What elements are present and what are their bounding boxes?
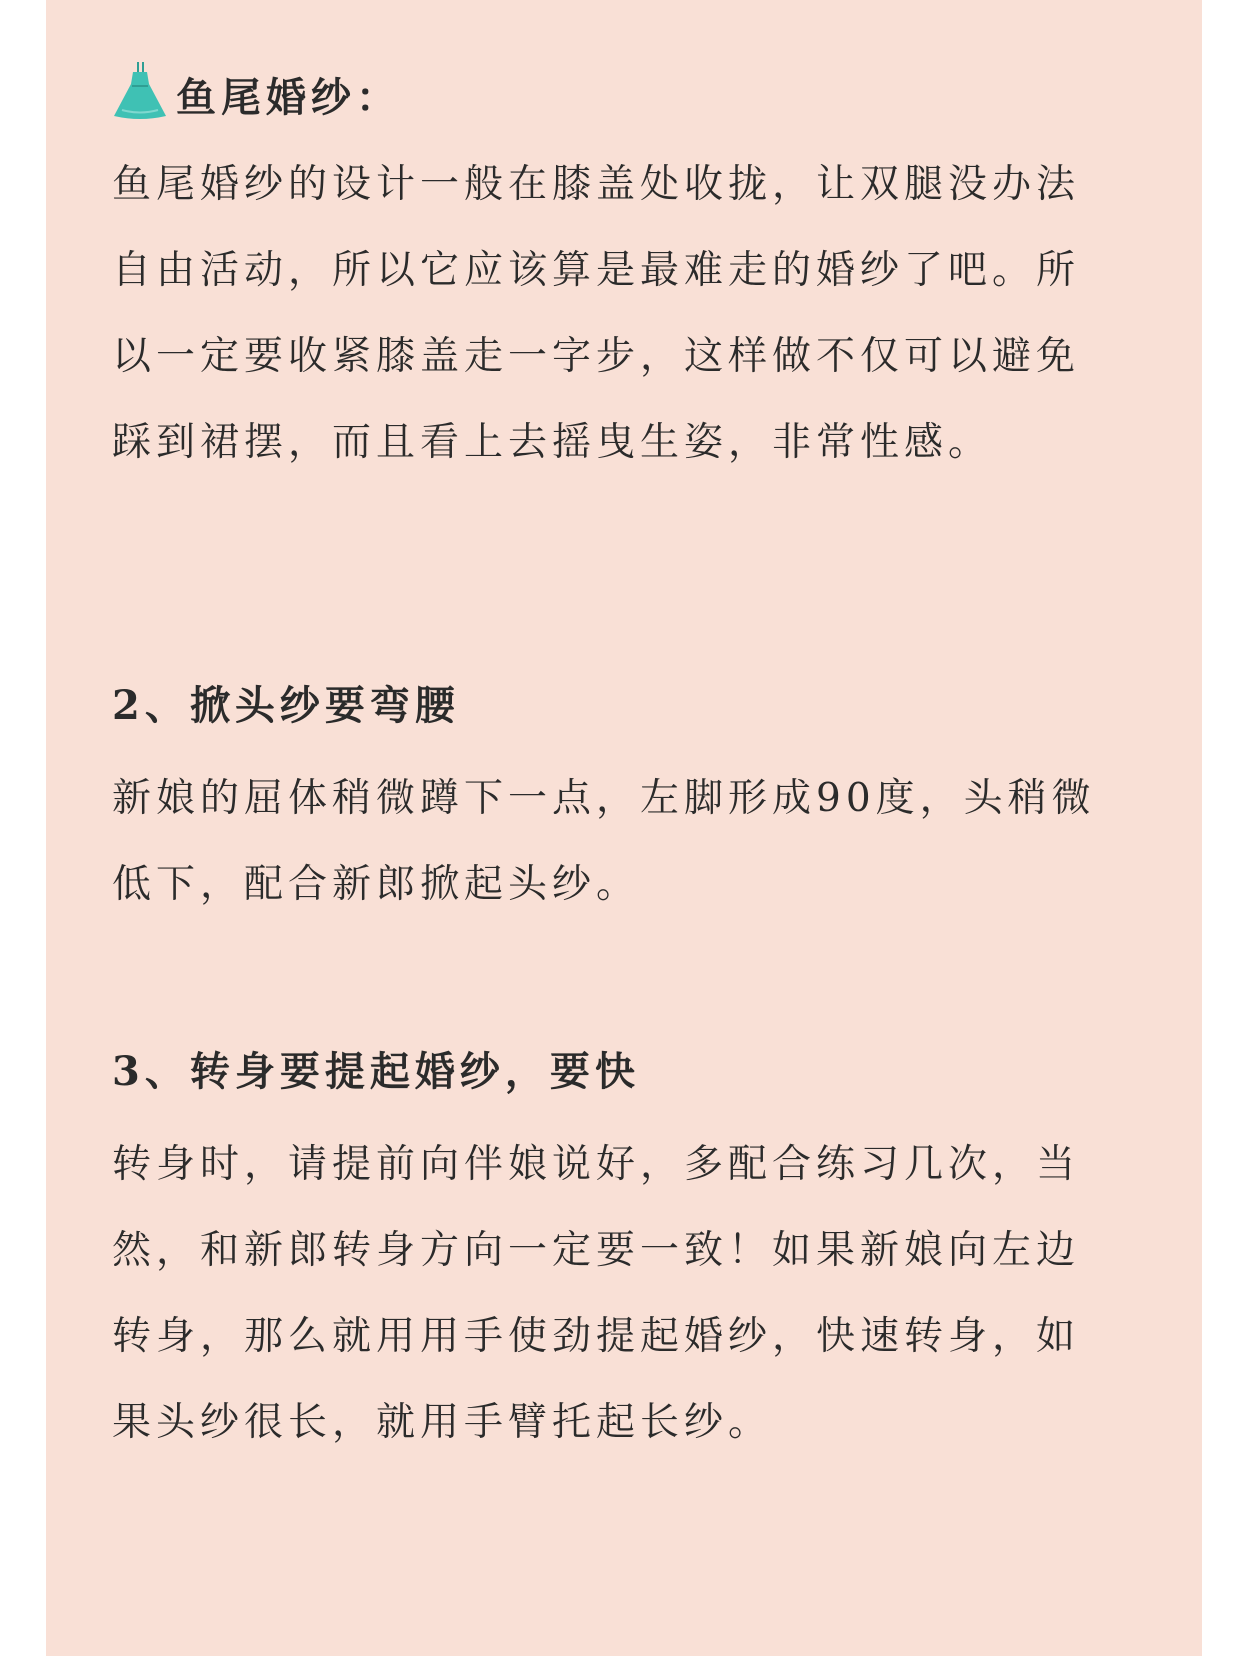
section-body-veil: 新娘的屈体稍微蹲下一点，左脚形成90度，头稍微低下，配合新郎掀起头纱。 <box>112 776 1096 907</box>
section-heading-mermaid: 鱼尾婚纱： <box>176 74 401 121</box>
section-body-mermaid: 鱼尾婚纱的设计一般在膝盖处收拢，让双腿没办法自由活动，所以它应该算是最难走的婚纱了吧。所以一定要收紧膝盖走一字步，这样做不仅可以避免踩到裙摆，而且看上去摇曳生姿，非常性感。 <box>112 162 1081 465</box>
section-heading-turn: 3、转身要提起婚纱，要快 <box>112 1048 640 1095</box>
dress-icon <box>112 60 168 122</box>
section-heading-veil: 2、掀头纱要弯腰 <box>112 682 460 729</box>
section-body-turn: 转身时，请提前向伴娘说好，多配合练习几次，当然，和新郎转身方向一定要一致！如果新娘向左边转身，那么就用用手使劲提起婚纱，快速转身，如果头纱很长，就用手臂托起长纱。 <box>112 1142 1081 1445</box>
